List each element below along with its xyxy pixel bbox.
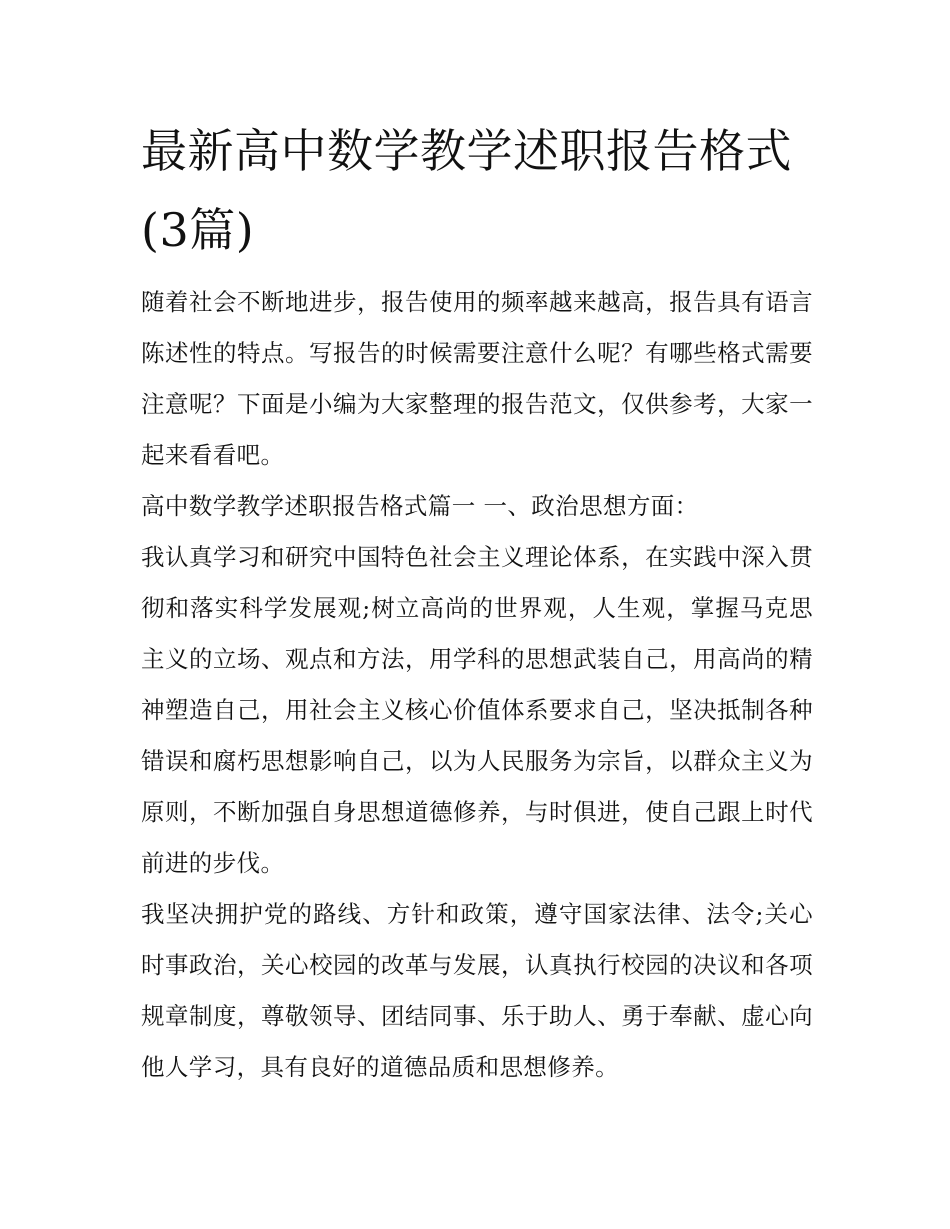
intro-paragraph: 随着社会不断地进步，报告使用的频率越来越高，报告具有语言陈述性的特点。写报告的时候需要注意什么呢？有哪些格式需要注意呢？下面是小编为大家整理的报告范文，仅供参考，大家一起来看看吧。 xyxy=(141,288,813,469)
document-title: 最新高中数学教学述职报告格式(3篇) xyxy=(141,124,792,257)
section-heading-paragraph: 高中数学教学述职报告格式篇一 一、政治思想方面： xyxy=(141,492,699,520)
document-body xyxy=(141,277,813,1093)
party-line-paragraph: 我坚决拥护党的路线、方针和政策，遵守国家法律、法令;关心时事政治，关心校园的改革与发展，认真执行校园的决议和各项规章制度，尊敬领导、团结同事、乐于助人、勇于奉献、虚心向他人学习，具有良好的道德品质和思想修养。 xyxy=(141,900,813,1081)
political-thought-paragraph: 我认真学习和研究中国特色社会主义理论体系，在实践中深入贯彻和落实科学发展观;树立高尚的世界观，人生观，掌握马克思主义的立场、观点和方法，用学科的思想武装自己，用高尚的精神塑造自己，用社会主义核心价值体系要求自己，坚决抵制各种错误和腐朽思想影响自己，以为人民服务为宗旨，以群众主义为原则，不断加强自身思想道德修养，与时俱进，使自己跟上时代前进的步伐。 xyxy=(141,543,813,877)
